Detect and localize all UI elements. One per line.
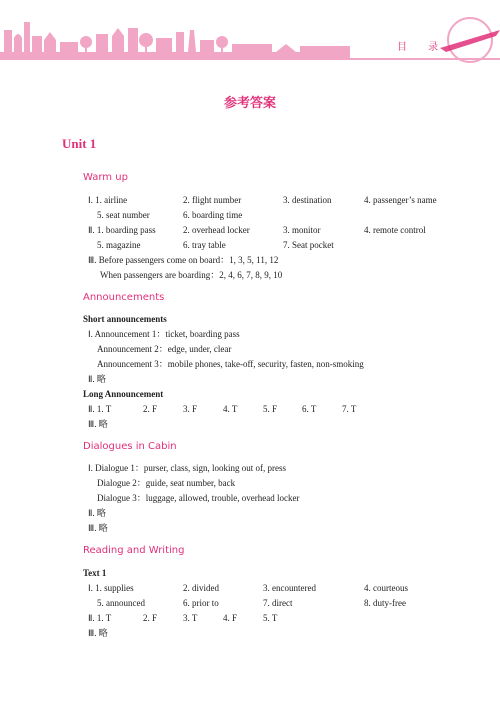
announcement-line-4: Ⅱ. 略 xyxy=(88,374,106,384)
announcement-line-3: Announcement 3：mobile phones, take-off, security, fasten, non-smoking xyxy=(97,359,364,369)
section-warm-up: Warm up xyxy=(83,172,128,183)
text-1-heading: Text 1 xyxy=(83,568,107,578)
page-header xyxy=(0,0,500,70)
dialogue-line-3: Dialogue 3：luggage, allowed, trouble, overhead locker xyxy=(97,493,300,503)
announcement-line-2: Announcement 2：edge, under, clear xyxy=(97,344,232,354)
dialogue-line-2: Dialogue 2：guide, seat number, back xyxy=(97,478,236,488)
warmup-row-5: Ⅲ. Before passengers come on board：1, 3, 5, 11, 12 xyxy=(88,255,279,265)
short-announcements-heading: Short announcements xyxy=(83,314,167,324)
dialogue-line-1: Ⅰ. Dialogue 1：purser, class, sign, looking out of, press xyxy=(88,463,287,473)
unit-title: Unit 1 xyxy=(62,136,97,151)
dialogue-line-4: Ⅱ. 略 xyxy=(88,508,106,518)
long-announcement-end: Ⅲ. 略 xyxy=(88,419,108,429)
announcement-line-1: Ⅰ. Announcement 1：ticket, boarding pass xyxy=(88,329,240,339)
dialogue-line-5: Ⅲ. 略 xyxy=(88,523,108,533)
page-title: 参考答案 xyxy=(223,95,276,110)
toc-link[interactable]: 目 录 xyxy=(397,42,448,53)
warmup-row-6: When passengers are boarding：2, 4, 6, 7, 8, 9, 10 xyxy=(100,270,283,280)
section-dialogues: Dialogues in Cabin xyxy=(83,441,177,452)
section-reading-writing: Reading and Writing xyxy=(83,545,185,556)
reading-row-4: Ⅲ. 略 xyxy=(88,628,108,638)
long-announcement-heading: Long Announcement xyxy=(83,389,164,399)
city-skyline-banner xyxy=(0,0,500,70)
section-announcements: Announcements xyxy=(83,292,165,303)
